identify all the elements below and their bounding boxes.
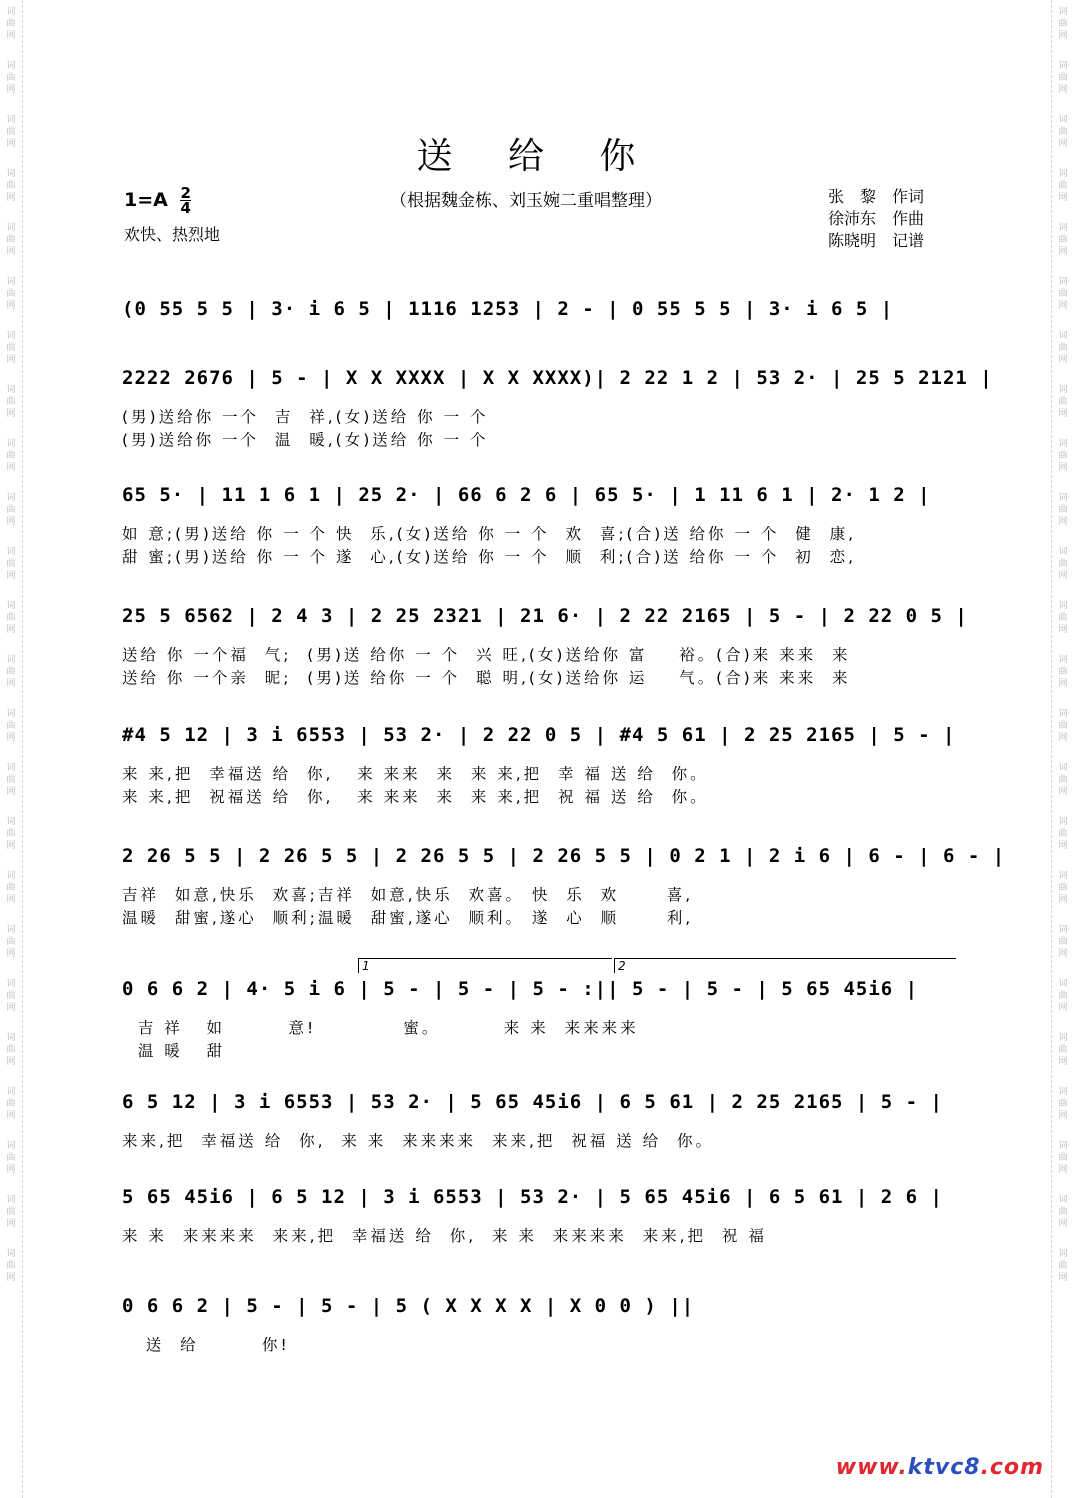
watermark-mark: 词 曲 网 [1058,1087,1068,1121]
watermark-left [0,0,23,1498]
notation-line: 5 65 45i6 | 6 5 12 | 3 i 6553 | 53 2· | 5 65 45i6 | 6 5 61 | 2 6 | [122,1186,943,1208]
watermark-mark: 词 曲 网 [1058,493,1068,527]
watermark-mark: 词 曲 网 [6,817,16,851]
lyric-line: 如 意;(男)送给 你 一 个 快 乐,(女)送给 你 一 个 欢 喜;(合)送 给你 一 个 健 康, [122,525,857,543]
volta-2: 2 [614,958,956,973]
notation-line: #4 5 12 | 3 i 6553 | 53 2· | 2 22 0 5 | #4 5 61 | 2 25 2165 | 5 - | [122,724,956,746]
watermark-mark: 词 曲 网 [6,223,16,257]
notation-line: 2222 2676 | 5 - | X X XXXX | X X XXXX)| 2 22 1 2 | 53 2· | 25 5 2121 | [122,367,993,389]
volta-1: 1 [358,958,612,973]
watermark-mark: 词 曲 网 [1058,709,1068,743]
notation-line: 25 5 6562 | 2 4 3 | 2 25 2321 | 21 6· | 2 22 2165 | 5 - | 2 22 0 5 | [122,605,968,627]
watermark-mark: 词 曲 网 [1058,439,1068,473]
transcriber-credit: 陈晓明 记谱 [828,231,925,250]
watermark-mark: 词 曲 网 [1058,385,1068,419]
lyric-line: 来 来,把 祝福送 给 你, 来 来来 来 来 来,把 祝 福 送 给 你。 [122,788,709,806]
watermark-mark: 词 曲 网 [6,1141,16,1175]
watermark-mark: 词 曲 网 [1058,1033,1068,1067]
notation-line: 65 5· | 11 1 6 1 | 25 2· | 66 6 2 6 | 65 5· | 1 11 6 1 | 2· 1 2 | [122,484,931,506]
watermark-mark: 词 曲 网 [6,493,16,527]
lyric-line: 送给 你 一个亲 昵; (男)送 给你 一 个 聪 明,(女)送给你 运 气。(合)来 来来 来 [122,669,851,687]
site-watermark: www.ktvc8.com [835,1455,1044,1480]
watermark-mark: 词 曲 网 [6,7,16,41]
lyric-line: 甜 蜜;(男)送给 你 一 个 遂 心,(女)送给 你 一 个 顺 利;(合)送 给你 一 个 初 恋, [122,548,857,566]
watermark-mark: 词 曲 网 [6,547,16,581]
watermark-mark: 词 曲 网 [6,61,16,95]
lyricist-credit: 张 黎 作词 [828,187,925,206]
watermark-mark: 词 曲 网 [1058,925,1068,959]
watermark-mark: 词 曲 网 [1058,7,1068,41]
credits [828,186,924,252]
watermark-mark: 词 曲 网 [1058,61,1068,95]
lyric-line: 温 暖 甜 [122,1042,226,1060]
watermark-mark: 词 曲 网 [6,871,16,905]
lyric-line: 吉祥 如意,快乐 欢喜;吉祥 如意,快乐 欢喜。 快 乐 欢 喜, [122,886,694,904]
notation-line: 0 6 6 2 | 5 - | 5 - | 5 ( X X X X | X 0 0 ) || [122,1295,695,1317]
song-title: 送 给 你 [416,136,658,177]
watermark-mark: 词 曲 网 [1058,1249,1068,1283]
lyric-line: 来 来 来来来来 来来,把 幸福送 给 你, 来 来 来来来来 来来,把 祝 福 [122,1227,767,1245]
lyric-line: 吉 祥 如 意! 蜜。 来 来 来来来来 [122,1019,639,1037]
notation-line: (0 55 5 5 | 3· i 6 5 | 1116 1253 | 2 - | 0 55 5 5 | 3· i 6 5 | [122,298,894,320]
watermark-mark: 词 曲 网 [6,925,16,959]
watermark-mark: 词 曲 网 [1058,277,1068,311]
subtitle: （根据魏金栋、刘玉婉二重唱整理） [390,191,662,211]
watermark-mark: 词 曲 网 [6,1033,16,1067]
watermark-right [1051,0,1074,1498]
watermark-mark: 词 曲 网 [6,763,16,797]
watermark-mark: 词 曲 网 [6,655,16,689]
key-signature [124,186,191,215]
watermark-mark: 词 曲 网 [1058,169,1068,203]
watermark-mark: 词 曲 网 [1058,979,1068,1013]
lyric-line: 温暖 甜蜜,遂心 顺利;温暖 甜蜜,遂心 顺利。 遂 心 顺 利, [122,909,694,927]
watermark-mark: 词 曲 网 [1058,331,1068,365]
watermark-mark: 词 曲 网 [6,277,16,311]
watermark-mark: 词 曲 网 [1058,115,1068,149]
watermark-mark: 词 曲 网 [1058,1141,1068,1175]
lyric-line: 送给 你 一个福 气; (男)送 给你 一 个 兴 旺,(女)送给你 富 裕。(合)来 来来 来 [122,646,851,664]
notation-line: 2 26 5 5 | 2 26 5 5 | 2 26 5 5 | 2 26 5 5 | 0 2 1 | 2 i 6 | 6 - | 6 - | [122,845,1006,867]
watermark-mark: 词 曲 网 [6,709,16,743]
watermark-mark: 词 曲 网 [1058,601,1068,635]
watermark-mark: 词 曲 网 [1058,817,1068,851]
lyric-line: 来来,把 幸福送 给 你, 来 来 来来来来 来来,把 祝福 送 给 你。 [122,1132,714,1150]
notation-line: 0 6 6 2 | 4· 5 i 6 | 5 - | 5 - | 5 - :|| 5 - | 5 - | 5 65 45i6 | [122,978,919,1000]
watermark-mark: 词 曲 网 [6,1195,16,1229]
watermark-mark: 词 曲 网 [1058,547,1068,581]
lyric-line: 送 给 你! [122,1336,290,1354]
watermark-mark: 词 曲 网 [6,115,16,149]
watermark-mark: 词 曲 网 [6,439,16,473]
watermark-mark: 词 曲 网 [6,169,16,203]
time-signature: $\frac{2}{4}$ [180,184,191,217]
tempo-marking: 欢快、热烈地 [124,225,221,244]
watermark-mark: 词 曲 网 [6,331,16,365]
watermark-mark: 词 曲 网 [6,1249,16,1283]
key-label: 1=A [124,189,168,211]
notation-line: 6 5 12 | 3 i 6553 | 53 2· | 5 65 45i6 | 6 5 61 | 2 25 2165 | 5 - | [122,1091,943,1113]
watermark-mark: 词 曲 网 [6,385,16,419]
composer-credit: 徐沛东 作曲 [828,209,925,228]
lyric-line: (男)送给你 一个 吉 祥,(女)送给 你 一 个 [122,408,489,426]
watermark-mark: 词 曲 网 [6,1087,16,1121]
watermark-mark: 词 曲 网 [1058,223,1068,257]
lyric-line: (男)送给你 一个 温 暖,(女)送给 你 一 个 [122,431,489,449]
watermark-mark: 词 曲 网 [1058,763,1068,797]
lyric-line: 来 来,把 幸福送 给 你, 来 来来 来 来 来,把 幸 福 送 给 你。 [122,765,709,783]
watermark-mark: 词 曲 网 [1058,871,1068,905]
watermark-mark: 词 曲 网 [6,979,16,1013]
watermark-mark: 词 曲 网 [6,601,16,635]
watermark-mark: 词 曲 网 [1058,1195,1068,1229]
watermark-mark: 词 曲 网 [1058,655,1068,689]
